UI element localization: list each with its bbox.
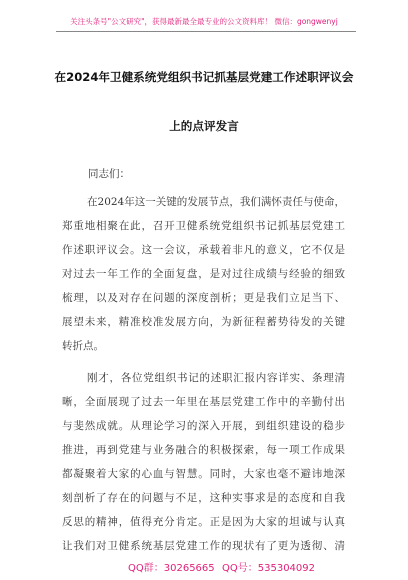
paragraph-line: 展望未来，精准校准发展方向，为新征程蓄势待发的关键: [62, 316, 345, 328]
paragraph-line: 对过去一年工作的全面复盘，是对过往成绩与经验的细致: [62, 268, 345, 280]
document-title: 在2024年卫健系统党组织书记抓基层党建工作述职评议会: [54, 70, 354, 84]
paragraph-line: 刚才，各位党组织书记的述职汇报内容详实、条理清: [87, 372, 345, 384]
paragraph-line: 转折点。: [62, 340, 104, 352]
paragraph-line: 晰，全面展现了过去一年里在基层党建工作中的辛勤付出: [62, 396, 345, 408]
paragraph-line: 让我们对卫健系统基层党建工作的现状有了更为透彻、清: [62, 540, 345, 552]
paragraph-line: 与斐然成就。从理论学习的深入开展，到组织建设的稳步: [62, 420, 345, 432]
paragraph-line: 在2024年这一关键的发展节点，我们满怀责任与使命，: [87, 196, 345, 208]
document-subtitle: 上的点评发言: [169, 119, 239, 133]
paragraph-line: 反思的精神，值得充分肯定。正是因为大家的坦诚与认真: [62, 516, 345, 528]
header-divider: [56, 31, 356, 32]
paragraph-line: 都凝聚着大家的心血与智慧。同时，大家也毫不避讳地深: [62, 468, 345, 480]
paragraph-line: 梳理，以及对存在问题的深度剖析；更是我们立足当下、: [62, 292, 345, 304]
paragraph-line: 作述职评议会。这一会议，承载着非凡的意义，它不仅是: [62, 244, 345, 256]
contact-footer: [0, 559, 408, 573]
paragraph-line: 刻剖析了存在的问题与不足，这种实事求是的态度和自我: [62, 492, 345, 504]
qq-group-number[interactable]: QQ群：30265665: [128, 563, 215, 574]
paragraph-line: 推进，再到党建与业务融合的积极探索，每一项工作成果: [62, 444, 345, 456]
salutation: 同志们：: [88, 168, 130, 180]
paragraph-line: 郑重地相聚在此，召开卫健系统党组织书记抓基层党建工: [62, 220, 345, 232]
qq-account-number[interactable]: QQ号：535304092: [222, 563, 316, 574]
promo-header[interactable]: 关注头条号"公文研究"，获得最新最全最专业的公文资料库！ 微信：gongwenyj: [70, 17, 338, 26]
